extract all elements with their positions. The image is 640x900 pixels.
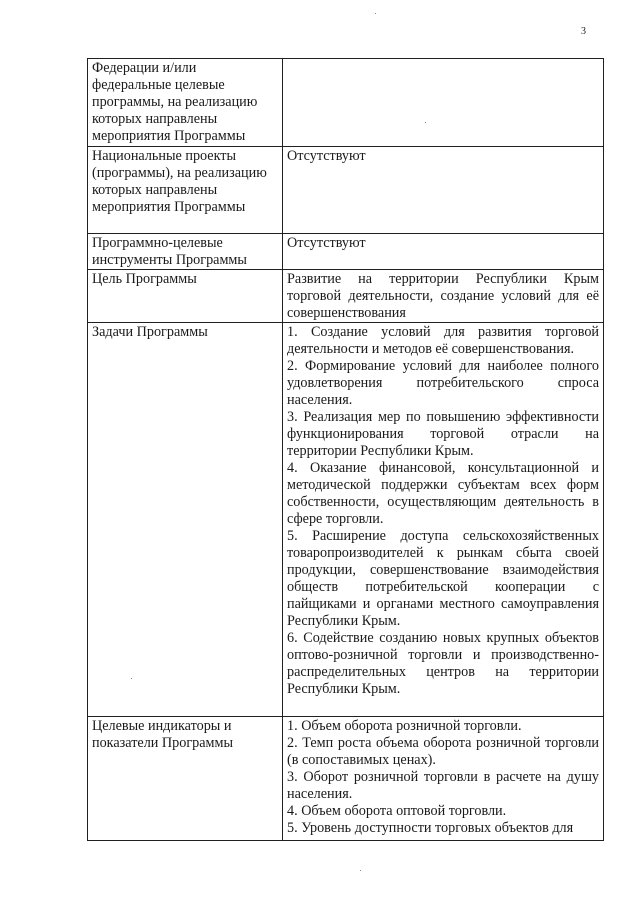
list-item: 4. Оказание финансовой, консультационной и методической поддержки субъектам всех форм собственности, осуществляющим деятельность в сфере торговли. <box>287 460 599 527</box>
row-label: Программно-целевые инструменты Программы <box>88 234 283 270</box>
scan-speck <box>360 870 361 871</box>
row-label: Национальные проекты (программы), на реализацию которых направлены мероприятия Программы <box>88 147 283 234</box>
passport-table <box>87 58 604 841</box>
list-item: 3. Реализация мер по повышению эффективности функционирования торговой отрасли на территории Республики Крым. <box>287 409 599 459</box>
list-item: 3. Оборот розничной торговли в расчете на душу населения. <box>287 769 599 802</box>
list-item: 2. Формирование условий для наиболее полного удовлетворения потребительского спроса населения. <box>287 358 599 408</box>
row-label: Целевые индикаторы и показатели Программы <box>88 717 283 841</box>
list-item: 1. Создание условий для развития торговой деятельности и методов её совершенствования. <box>287 324 599 357</box>
row-value: Развитие на территории Республики Крым торговой деятельности, создание условий для её совершенствования <box>283 270 604 323</box>
table-row <box>88 147 604 234</box>
table-row <box>88 323 604 717</box>
row-label: Цель Программы <box>88 270 283 323</box>
table-row <box>88 59 604 147</box>
tasks-cell <box>283 323 604 717</box>
row-value <box>283 59 604 147</box>
row-value: Отсутствуют <box>283 234 604 270</box>
table-row <box>88 717 604 841</box>
list-item: 1. Объем оборота розничной торговли. <box>287 718 522 734</box>
list-item: 6. Содействие созданию новых крупных объектов оптово-розничной торговли и производственно-распределительных центров на территории Республики Крым. <box>287 630 599 697</box>
row-label: Задачи Программы <box>88 323 283 717</box>
page-number: 3 <box>581 26 586 37</box>
list-item: 4. Объем оборота оптовой торговли. <box>287 803 507 819</box>
scan-speck <box>375 13 376 14</box>
list-item: 5. Расширение доступа сельскохозяйственных товаропроизводителей к рынкам сбыта своей продукции, совершенствование взаимодействия обществ потребительской кооперации с пайщиками и органами местного самоуправления Республики Крым. <box>287 528 599 629</box>
table-row <box>88 270 604 323</box>
table-row <box>88 234 604 270</box>
list-item: 2. Темп роста объема оборота розничной торговли (в сопоставимых ценах). <box>287 735 599 768</box>
row-value: Отсутствуют <box>283 147 604 234</box>
row-label: Федерации и/или федеральные целевые программы, на реализацию которых направлены мероприятия Программы <box>88 59 283 147</box>
indicators-cell <box>283 717 604 841</box>
list-item: 5. Уровень доступности торговых объектов для <box>287 820 574 835</box>
